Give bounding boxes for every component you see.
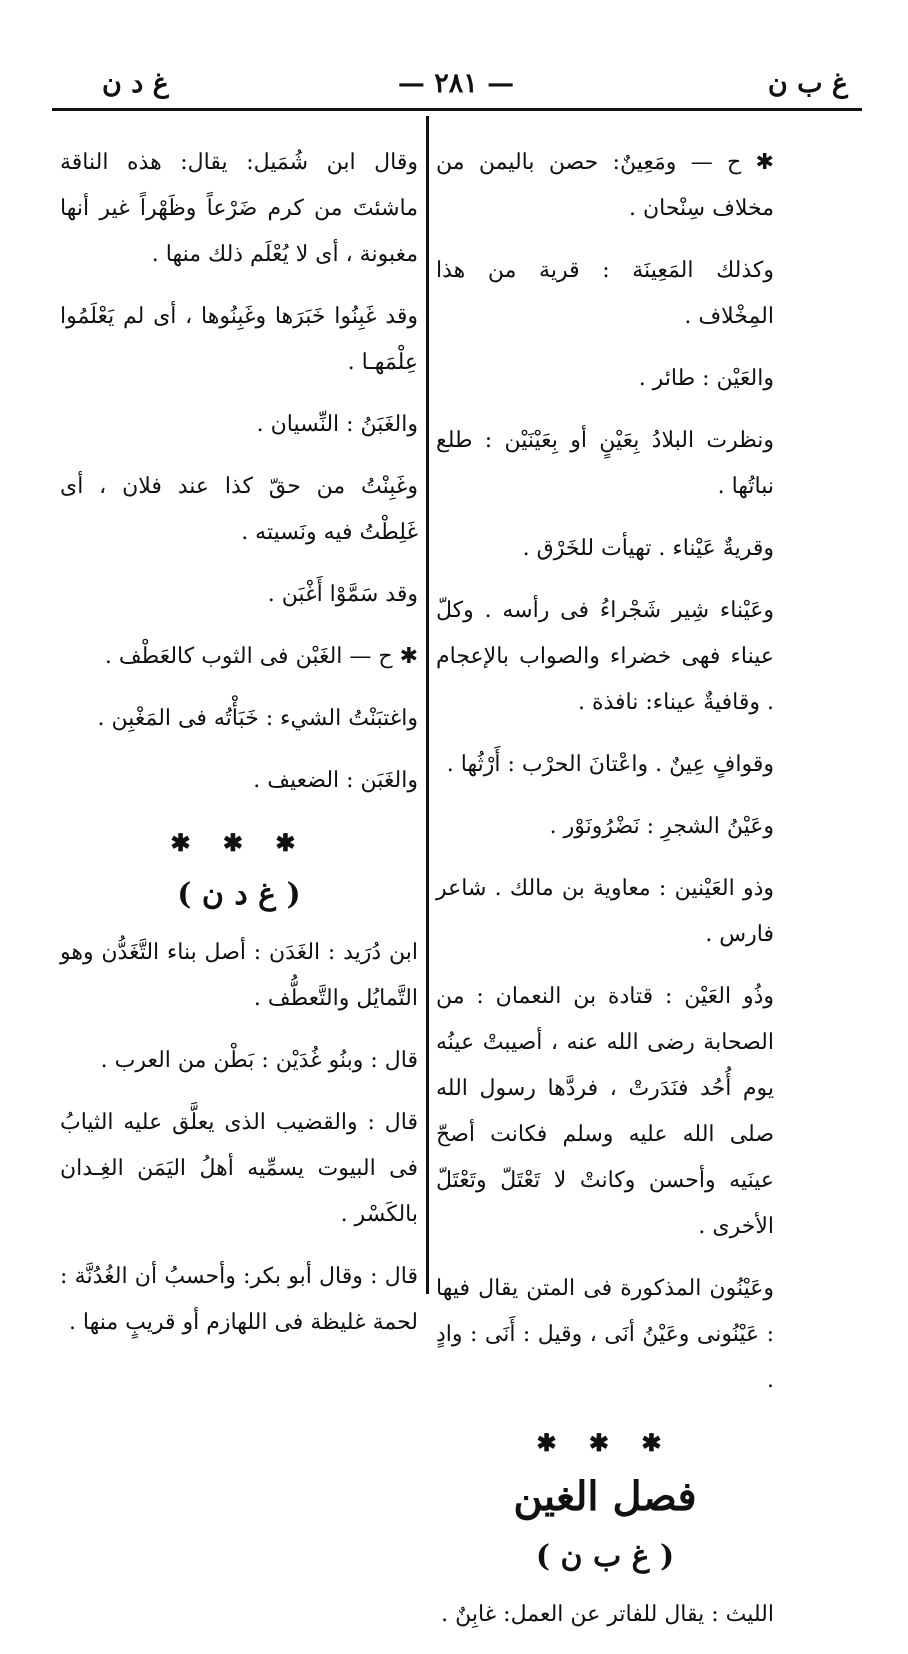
paragraph: وقد سَمَّوْا أَغْبَن .: [267, 582, 418, 607]
root-heading: ( غ ب ن ): [535, 1539, 675, 1574]
separator-stars: ✱ ✱ ✱: [536, 1428, 674, 1457]
paragraph: وذُو العَيْن : قتادة بن النعمان : من الصحابة رضى الله عنه ، أصيبتْ عينُه يوم أُحُد فنَدَرتْ ، فردَّها رسول الله صلى الله عليه وسلم فكانت أصحّ عينَيه وأحسن وكانتْ لا تَعْتَلّ وتَعْتَلّ الأخرى .: [436, 984, 774, 1239]
paragraph: وعَيْناء شِير شَجْراءُ فى رأسه . وكلّ عيناء فهى خضراء والصواب بالإعجام . وقافيةٌ عيناء: نافذة .: [436, 598, 774, 715]
paragraph: وعَيْنُ الشجرِ : نَضْرُونَوْر .: [549, 814, 774, 839]
separator-stars: ✱ ✱ ✱: [170, 828, 308, 857]
paragraph: ✱ ح — الغَبْن فى الثوب كالعَطْف .: [104, 644, 418, 669]
paragraph: قال : وبنُو غُدَيْن : بَطْن من العرب .: [100, 1048, 418, 1073]
page-number: — ٢٨١ —: [397, 68, 515, 99]
header-root-right: غ ب ن: [767, 68, 848, 99]
paragraph: وعَيْنُون المذكورة فى المتن يقال فيها : عَيْنُونى وعَيْنُ أنَى ، وقيل : أَنَى : وادٍ .: [436, 1276, 774, 1393]
column-divider: [426, 116, 429, 1294]
paragraph: ✱ ح — ومَعِينٌ: حصن باليمن من مخلاف سِنْحان .: [436, 150, 774, 221]
paragraph: والعَيْن : طائر .: [638, 366, 774, 391]
paragraph: قال : وقال أبو بكر: وأحسبُ أن الغُدُنَّة : لحمة غليظة فى اللهازم أو قريبٍ منها .: [60, 1264, 418, 1335]
paragraph: والغَبَنُ : النِّسيان .: [256, 412, 418, 437]
paragraph: وذو العَيْنين : معاوية بن مالك . شاعر فارس .: [436, 876, 774, 947]
paragraph: ونظرت البلادُ بِعَيْنٍ أو بِعَيْنَيْن : طلع نباتُها .: [436, 428, 774, 499]
header-rule: [52, 108, 862, 111]
paragraph: ابن دُرَيد : الغَدَن : أصل بناء التَّغَدُّن وهو التَّمايُل والتَّعطُّف .: [60, 940, 418, 1011]
paragraph: وكذلك المَعِينَة : قرية من هذا المِخْلاف .: [436, 258, 774, 329]
left-column: [60, 140, 418, 1362]
paragraph: وقال ابن شُمَيل: يقال: هذه الناقة ماشئتَ من كرم ضَرْعاً وظَهْراً غير أنها مغبونة ، أى لا يُعْلَم ذلك منها .: [60, 150, 418, 267]
running-header: [52, 60, 860, 104]
header-root-left: غ د ن: [102, 68, 169, 99]
root-heading: ( غ د ن ): [177, 877, 301, 912]
paragraph: وغَبِنْتُ من حقّ كذا عند فلان ، أى غَلِطْتُ فيه ونَسيته .: [60, 474, 418, 545]
paragraph: قال : والقضيب الذى يعلَّق عليه الثيابُ فى البيوت يسمِّيه أهلُ اليَمَن الغِـدان بالكَسْر .: [60, 1110, 418, 1227]
paragraph: وقريةٌ عَيْناء . تهيأت للخَرْق .: [522, 536, 774, 561]
paragraph: وقوافٍ عِينٌ . واعْتانَ الحرْب : أَرْثُها .: [446, 752, 774, 777]
paragraph: وقد غَبِنُوا خَبَرَها وغَبِنُوها ، أى لم يَعْلَمُوا عِلْمَهـا .: [60, 304, 418, 375]
right-column: [436, 140, 774, 1654]
section-title: فصل الغين: [513, 1473, 697, 1520]
paragraph: الليث : يقال للفاتر عن العمل: غابِنٌ .: [441, 1602, 774, 1627]
paragraph: والغَبَن : الضعيف .: [253, 768, 418, 793]
paragraph: واغتبَنْتُ الشيء : خَبَأْتُه فى المَغْبِن .: [97, 706, 418, 731]
